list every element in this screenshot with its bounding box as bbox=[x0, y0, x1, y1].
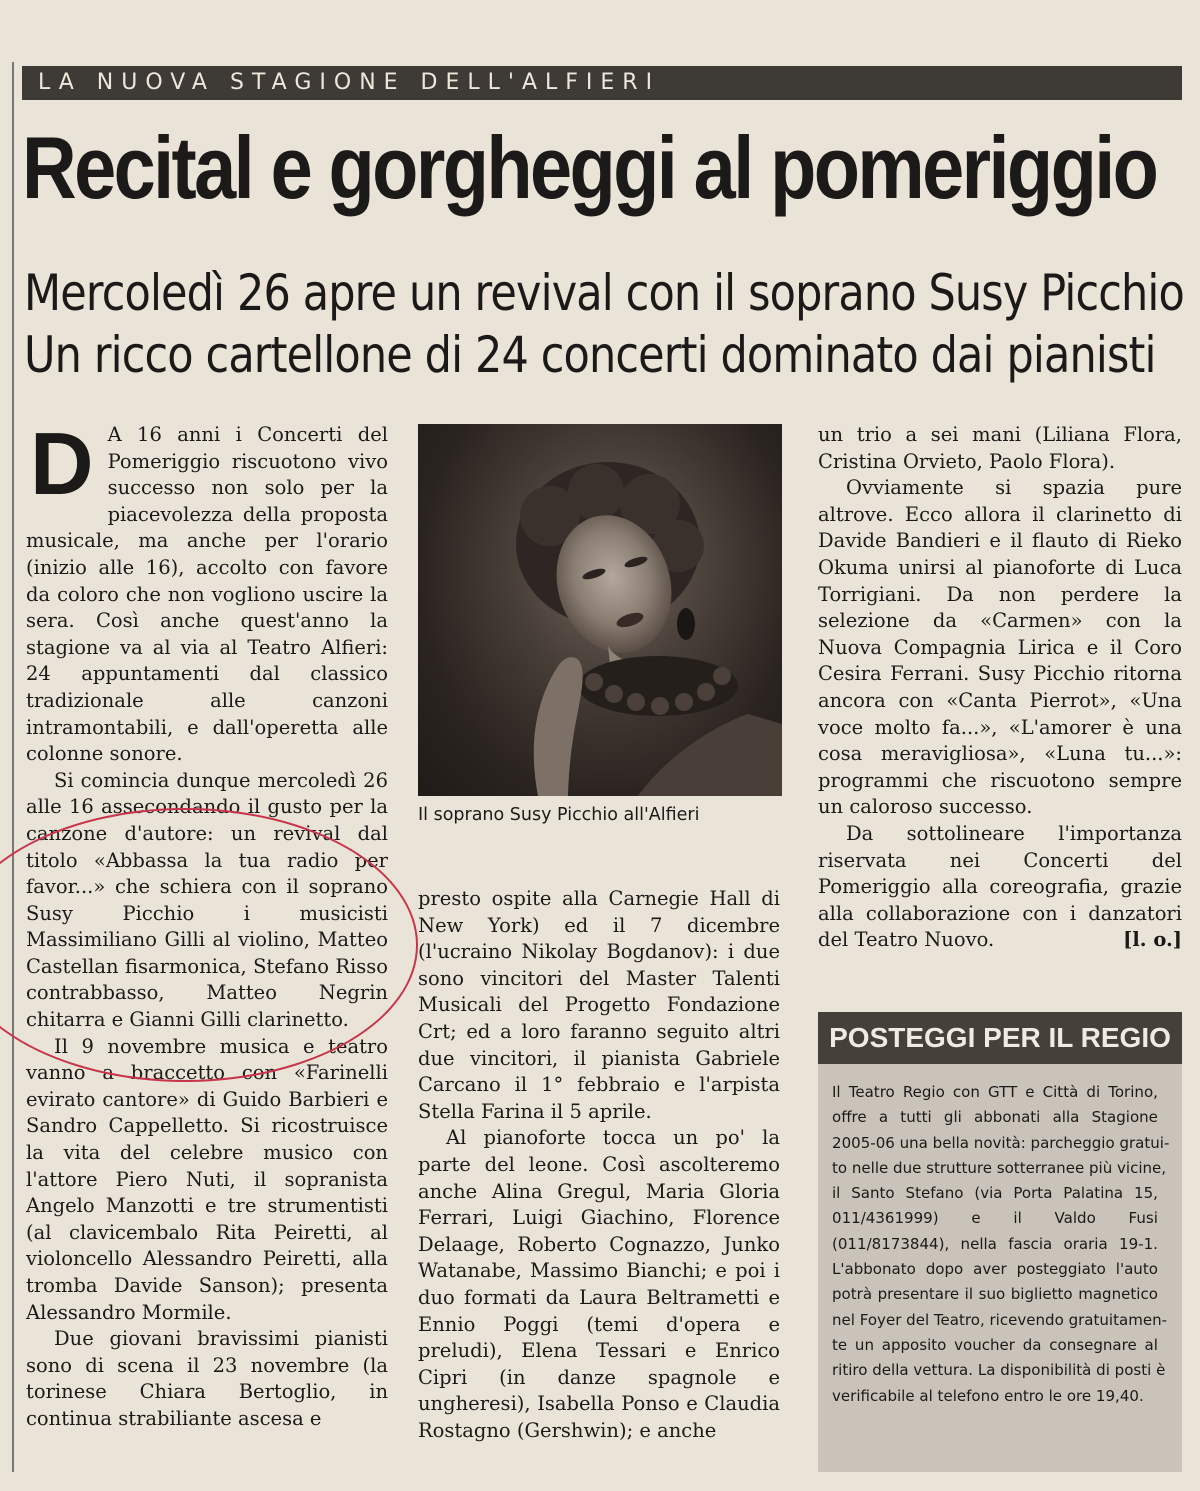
article-paragraph: Da sottolineare l'importanza riservata nei Concerti del Pomeriggio alla coreografia, grazie alla collaborazione con i danzatori del Teatro Nuovo. [l. o.] bbox=[818, 821, 1182, 954]
drop-cap: D bbox=[30, 414, 94, 513]
sidebar-line: Il Teatro Regio con GTT e Città di Torino, bbox=[832, 1083, 1158, 1101]
subhead-2: Un ricco cartellone di 24 concerti dominato dai pianisti bbox=[24, 326, 1156, 384]
author-signature: [l. o.] bbox=[1123, 928, 1182, 952]
article-paragraph: D A 16 anni i Concerti del Pomeriggio riscuotono vivo successo non solo per la piacevolezza della proposta musicale, ma anche per l'orario (inizio alle 16), accolto con favore da coloro che non vogliono uscire la sera. Così anche quest'anno la stagione va al via al Teatro Alfieri: 24 appuntamenti dal classico tradizionale alle canzoni intramontabili, e dall'operetta alle colonne sonore. bbox=[26, 414, 388, 766]
sidebar-title: POSTEGGI PER IL REGIO bbox=[818, 1012, 1182, 1064]
sidebar-line: ritiro della vettura. La disponibilità di posti è bbox=[832, 1361, 1166, 1380]
soprano-photo bbox=[418, 424, 782, 796]
sidebar-body bbox=[832, 1080, 1170, 1409]
article-paragraph: Al pianoforte tocca un po' la parte del leone. Così ascolteremo anche Alina Gregul, Maria Gloria Ferrari, Luigi Giachino, Florence Delaage, Roberto Cognazzo, Junko Watanabe, Massimo Bianchi; e poi i duo formati da Laura Beltrametti e Ennio Poggi (temi d'opera e preludi), Elena Tessari e Enrico Cipri (in danze spagnole e ungheresi), Isabella Ponso e Claudia Rostagno (Gershwin); e anche bbox=[418, 1126, 780, 1442]
sidebar-line: il Santo Stefano (via Porta Palatina 15, bbox=[832, 1184, 1158, 1203]
subhead-1: Mercoledì 26 apre un revival con il soprano Susy Picchio bbox=[24, 264, 1184, 322]
photo-caption: Il soprano Susy Picchio all'Alfieri bbox=[418, 805, 700, 825]
sidebar-line: te un apposito voucher da consegnare al bbox=[832, 1335, 1158, 1354]
article-paragraph: Due giovani bravissimi pianisti sono di scena il 23 novembre (la torinese Chiara Bertoglio, in continua strabiliante ascesa e bbox=[26, 1327, 388, 1430]
portrait-illustration bbox=[418, 424, 782, 796]
sidebar-line: to nelle due strutture sotterranee più vicine, bbox=[832, 1158, 1167, 1177]
sidebar-line: 2005-06 una bella novità: parcheggio gratui- bbox=[832, 1133, 1170, 1152]
article-paragraph: Ovviamente si spazia pure altrove. Ecco allora il clarinetto di Davide Bandieri e il flauto di Rieko Okuma unirsi al pianoforte di Luca Torrigiani. Da non perdere la selezione da «Carmen» con la Nuova Compagnia Lirica e il Coro Cesira Ferrani. Susy Picchio ritorna ancora con «Canta Pierrot», «Una voce molto fa...», «L'amorer è una cosa meravigliosa», «Luna tu...»: programmi che riscuotono sempre un caloroso successo. bbox=[818, 476, 1182, 819]
article-paragraph: Si comincia dunque mercoledì 26 alle 16 assecondando il gusto per la canzone d'autore: un revival dal titolo «Abbassa la tua radio per favor...» che schiera con il soprano Susy Picchio i musicisti Massimiliano Gilli al violino, Matteo Castellan fisarmonica, Stefano Risso contrabbasso, Matteo Negrin chitarra e Gianni Gilli clarinetto. bbox=[26, 768, 388, 1032]
article-paragraph: Il 9 novembre musica e teatro vanno a braccetto con «Farinelli evirato cantore» di Guido Barbieri e Sandro Cappelletto. Si ricostruisce la vita del celebre musico con l'attore Piero Nuti, il sopranista Angelo Manzotti e tre strumentisti (al clavicembalo Rita Peiretti, al violoncello Alessandro Peiretti, alla tromba Davide Sanson); presenta Alessandro Mormile. bbox=[26, 1034, 388, 1324]
article-column-3 bbox=[818, 422, 1182, 954]
article-paragraph: un trio a sei mani (Liliana Flora, Cristina Orvieto, Paolo Flora). bbox=[818, 423, 1182, 473]
article-paragraph: presto ospite alla Carnegie Hall di New York) ed il 7 dicembre (l'ucraino Nikolay Bogdanov): i due sono vincitori del Master Talenti Musicali del Progetto Fondazione Crt; ed a loro faranno seguito altri due vincitori, il pianista Gabriele Carcano il 1° febbraio e l'arpista Stella Farina il 5 aprile. bbox=[418, 887, 780, 1123]
article-column-1 bbox=[26, 414, 388, 1433]
sidebar-box bbox=[818, 1012, 1182, 1472]
sidebar-line: nel Foyer del Teatro, ricevendo gratuitamen- bbox=[832, 1310, 1168, 1329]
sidebar-line: L'abbonato dopo aver posteggiato l'auto bbox=[832, 1260, 1158, 1279]
sidebar-line: 011/4361999) e il Valdo Fusi bbox=[832, 1209, 1158, 1228]
article-column-2 bbox=[418, 886, 780, 1444]
sidebar-line: (011/8173844), nella fascia oraria 19-1. bbox=[832, 1234, 1158, 1253]
sidebar-line: potrà presentare il suo biglietto magnetico bbox=[832, 1285, 1158, 1304]
headline: Recital e gorgheggi al pomeriggio bbox=[22, 118, 1157, 217]
left-column-rule bbox=[12, 62, 14, 1472]
sidebar-line: verificabile al telefono entro le ore 19,40. bbox=[832, 1386, 1144, 1405]
sidebar-line: offre a tutti gli abbonati alla Stagione bbox=[832, 1108, 1158, 1127]
kicker-banner: LA NUOVA STAGIONE DELL'ALFIERI bbox=[22, 66, 1182, 100]
